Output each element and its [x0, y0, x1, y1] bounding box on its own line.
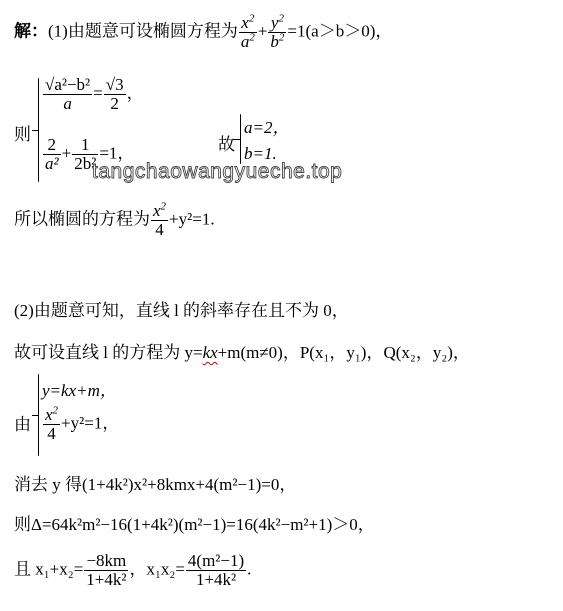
- sys3-row1: y=kx+m，: [42, 381, 117, 400]
- part2-line2: 故可设直线 l 的方程为 y=kx+m(m≠0)，P(x₁，y₁)，Q(x₂，y₂)，: [14, 343, 470, 362]
- sys2-row1: a=2，: [244, 118, 290, 137]
- part1-line1-text: (1)由题意可设椭圆方程为: [48, 21, 238, 41]
- part2-line4: 消去 y 得(1+4k²)x²+8kmx+4(m²−1)=0，: [14, 475, 297, 494]
- brace-left-2: [240, 114, 241, 164]
- part2-line6: 且 x₁+x₂= $\frac{-8km}{\text{1+4k²}}$ ，x₁x₂= $\frac{\text{4(m²−1)}}{\text{1+4k²}}$ .: [14, 551, 252, 589]
- sys2-label: 故: [218, 135, 235, 154]
- sys1-row2: $\frac{2}{\text{a²}}$ + $\frac{1}{\text{2b²}}$ =1，: [45, 135, 135, 173]
- sys3-label: 由: [14, 415, 31, 434]
- sys1-label: 则: [14, 125, 31, 144]
- sys3-row2: $\frac{x^2}{4}$ +y²=1，: [45, 404, 120, 443]
- sys2-row2: b=1.: [244, 144, 277, 163]
- watermark: tangchaowangyueche.top: [92, 160, 343, 183]
- part2-line5: 则Δ=64k²m²−16(1+4k²)(m²−1)=16(4k²−m²+1)＞0，: [14, 515, 375, 534]
- frac-x2-a2: $\frac{x^2}{a^2}$: [240, 12, 255, 51]
- part1-line1: 解：(1)由题意可设椭圆方程为 $\frac{x^2}{a^2}$ + $\frac{y^2}{b^2}$ =1(a＞b＞0)，: [14, 12, 393, 51]
- kx-term: kx: [202, 343, 218, 362]
- part1-line1-cond: =1(a＞b＞0)，: [287, 21, 393, 41]
- frac-y2-b2: $\frac{y^2}{b^2}$: [270, 12, 285, 51]
- ellipse-result: 所以椭圆的方程为 $\frac{x^2}{4}$ +y²=1.: [14, 200, 215, 239]
- brace-left-1: [38, 78, 39, 182]
- part2-line1: (2)由题意可知，直线 l 的斜率存在且不为 0，: [14, 301, 349, 320]
- brace-left-3: [38, 374, 39, 456]
- solution-label: 解：: [14, 21, 48, 41]
- sys1-row1: $\frac{\text{√a²−b²}}{a}$ = $\frac{√3}{2}$ ，: [45, 75, 144, 113]
- sqrt-expr: √a²−b²: [45, 75, 91, 94]
